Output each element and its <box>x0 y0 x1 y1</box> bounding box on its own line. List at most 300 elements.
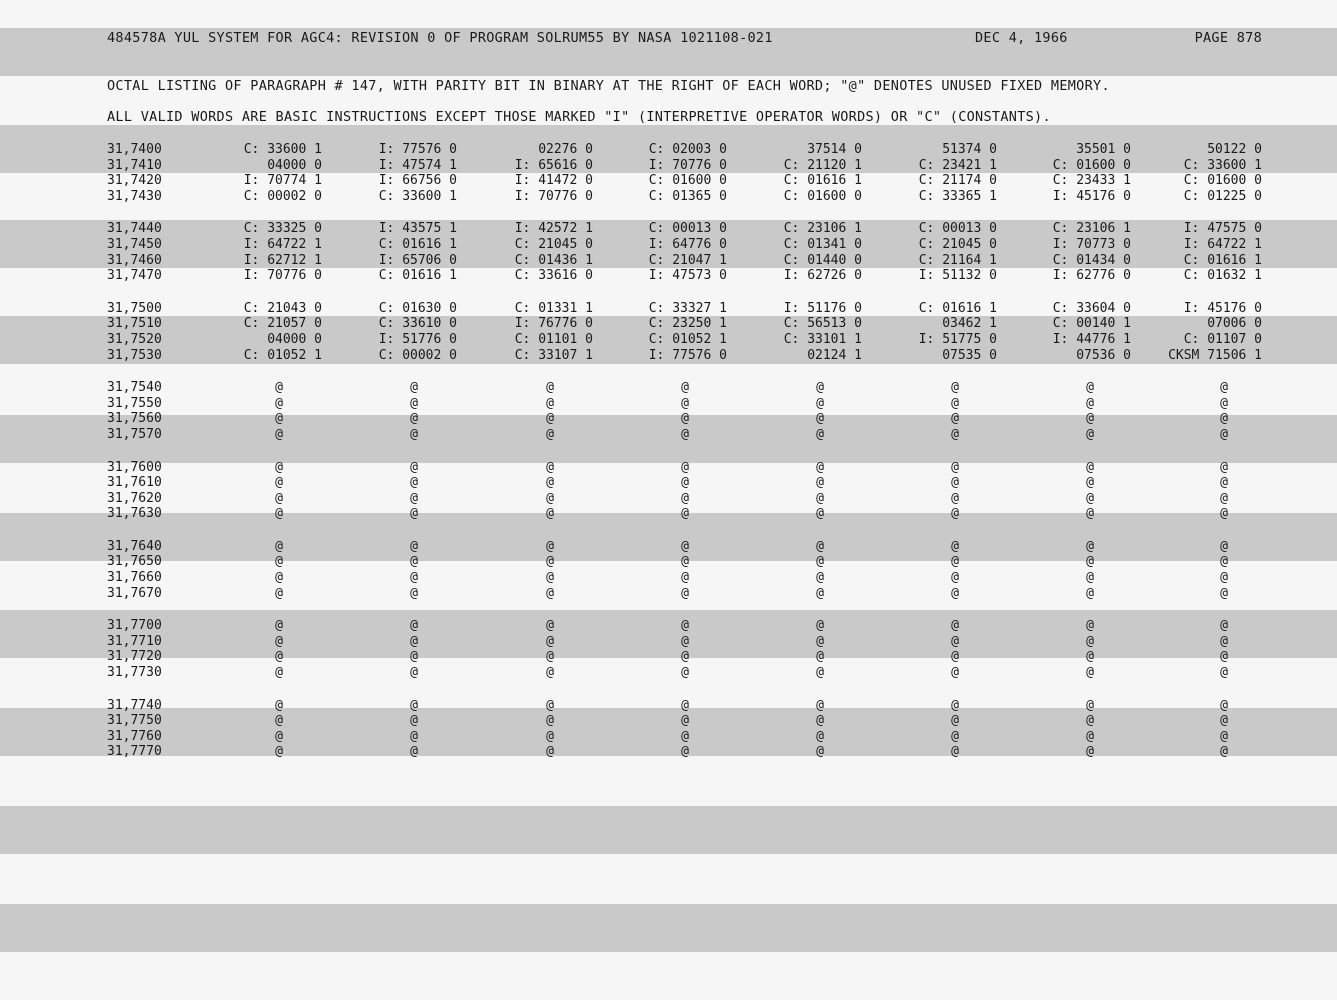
unused-memory-marker: @ <box>1220 380 1228 396</box>
listing-row <box>0 475 1337 491</box>
unused-memory-marker: @ <box>816 665 824 681</box>
unused-memory-marker: @ <box>951 426 959 442</box>
memory-address: 31,7460 <box>107 252 162 268</box>
listing-row <box>0 316 1337 332</box>
listing-row <box>0 554 1337 570</box>
listing-row <box>0 173 1337 189</box>
octal-word: 07535 0 <box>942 347 997 363</box>
unused-memory-marker: @ <box>1220 426 1228 442</box>
unused-memory-marker: @ <box>1086 395 1094 411</box>
listing-note: ALL VALID WORDS ARE BASIC INSTRUCTIONS EXCEPT THOSE MARKED "I" (INTERPRETIVE OPERATOR WORDS) OR "C" (CONSTANTS). <box>107 109 1051 125</box>
octal-word: C: 01616 1 <box>783 173 862 189</box>
listing-row <box>0 348 1337 364</box>
memory-address: 31,7420 <box>107 173 162 189</box>
octal-word: I: 51775 0 <box>918 331 997 347</box>
memory-address: 31,7770 <box>107 744 162 760</box>
listing-block <box>0 221 1337 283</box>
octal-word: C: 33107 1 <box>514 347 593 363</box>
unused-memory-marker: @ <box>1220 506 1228 522</box>
unused-memory-marker: @ <box>816 744 824 760</box>
unused-memory-marker: @ <box>410 713 418 729</box>
unused-memory-marker: @ <box>410 459 418 475</box>
octal-word: I: 70776 0 <box>243 268 322 284</box>
unused-memory-marker: @ <box>816 633 824 649</box>
unused-memory-marker: @ <box>816 713 824 729</box>
octal-word: I: 41472 0 <box>514 173 593 189</box>
unused-memory-marker: @ <box>681 475 689 491</box>
unused-memory-marker: @ <box>546 426 554 442</box>
octal-word: C: 21164 1 <box>918 252 997 268</box>
listing-row <box>0 506 1337 522</box>
unused-memory-marker: @ <box>1086 728 1094 744</box>
unused-memory-marker: @ <box>1220 490 1228 506</box>
listing-row <box>0 268 1337 284</box>
unused-memory-marker: @ <box>410 728 418 744</box>
octal-word: I: 47573 0 <box>648 268 727 284</box>
unused-memory-marker: @ <box>410 585 418 601</box>
memory-address: 31,7500 <box>107 300 162 316</box>
unused-memory-marker: @ <box>951 475 959 491</box>
listing-row <box>0 253 1337 269</box>
unused-memory-marker: @ <box>1220 475 1228 491</box>
listing-row <box>0 665 1337 681</box>
unused-memory-marker: @ <box>1086 618 1094 634</box>
listing-row <box>0 301 1337 317</box>
unused-memory-marker: @ <box>816 426 824 442</box>
unused-memory-marker: @ <box>275 490 283 506</box>
unused-memory-marker: @ <box>410 380 418 396</box>
octal-word: C: 00002 0 <box>243 188 322 204</box>
unused-memory-marker: @ <box>1086 426 1094 442</box>
unused-memory-marker: @ <box>816 459 824 475</box>
memory-address: 31,7610 <box>107 475 162 491</box>
octal-word: C: 01600 0 <box>1052 157 1131 173</box>
unused-memory-marker: @ <box>410 665 418 681</box>
octal-word: I: 70773 0 <box>1052 236 1131 252</box>
memory-address: 31,7730 <box>107 665 162 681</box>
memory-address: 31,7430 <box>107 188 162 204</box>
unused-memory-marker: @ <box>681 426 689 442</box>
octal-word: I: 43575 1 <box>378 221 457 237</box>
unused-memory-marker: @ <box>681 728 689 744</box>
octal-word: I: 42572 1 <box>514 221 593 237</box>
listing-row <box>0 427 1337 443</box>
unused-memory-marker: @ <box>410 633 418 649</box>
listing-row <box>0 570 1337 586</box>
unused-memory-marker: @ <box>1086 506 1094 522</box>
unused-memory-marker: @ <box>681 633 689 649</box>
listing-row <box>0 713 1337 729</box>
octal-word: I: 47575 0 <box>1183 221 1262 237</box>
unused-memory-marker: @ <box>1220 665 1228 681</box>
octal-word: C: 23106 1 <box>783 221 862 237</box>
unused-memory-marker: @ <box>546 649 554 665</box>
unused-memory-marker: @ <box>1086 538 1094 554</box>
unused-memory-marker: @ <box>275 649 283 665</box>
unused-memory-marker: @ <box>1220 744 1228 760</box>
memory-address: 31,7560 <box>107 411 162 427</box>
octal-word: I: 44776 1 <box>1052 331 1131 347</box>
octal-word: C: 01365 0 <box>648 188 727 204</box>
unused-memory-marker: @ <box>1086 633 1094 649</box>
octal-word: C: 02003 0 <box>648 142 727 157</box>
octal-word: C: 33325 0 <box>243 221 322 237</box>
octal-word: C: 01434 0 <box>1052 252 1131 268</box>
unused-memory-marker: @ <box>546 380 554 396</box>
unused-memory-marker: @ <box>275 728 283 744</box>
unused-memory-marker: @ <box>275 570 283 586</box>
unused-memory-marker: @ <box>275 475 283 491</box>
octal-word: C: 33327 1 <box>648 300 727 316</box>
unused-memory-marker: @ <box>951 633 959 649</box>
unused-memory-marker: @ <box>1220 649 1228 665</box>
unused-memory-marker: @ <box>1220 633 1228 649</box>
memory-address: 31,7530 <box>107 347 162 363</box>
octal-word: 51374 0 <box>942 142 997 157</box>
listing-note: OCTAL LISTING OF PARAGRAPH # 147, WITH PARITY BIT IN BINARY AT THE RIGHT OF EACH WORD; "@" DENOTES UNUSED FIXED MEMORY. <box>107 78 1110 94</box>
memory-address: 31,7520 <box>107 331 162 347</box>
octal-word: I: 45176 0 <box>1183 300 1262 316</box>
octal-word: I: 62712 1 <box>243 252 322 268</box>
listing-row <box>0 189 1337 205</box>
octal-word: 07006 0 <box>1207 316 1262 332</box>
listing-row <box>0 460 1337 476</box>
octal-word: 02276 0 <box>538 142 593 157</box>
octal-word: C: 01616 1 <box>1183 252 1262 268</box>
unused-memory-marker: @ <box>816 570 824 586</box>
unused-memory-marker: @ <box>681 713 689 729</box>
unused-memory-marker: @ <box>1086 649 1094 665</box>
octal-word: I: 51176 0 <box>783 300 862 316</box>
unused-memory-marker: @ <box>410 554 418 570</box>
unused-memory-marker: @ <box>275 665 283 681</box>
listing-row <box>0 396 1337 412</box>
listing-block <box>0 618 1337 680</box>
memory-address: 31,7640 <box>107 538 162 554</box>
octal-word: 37514 0 <box>807 142 862 157</box>
memory-address: 31,7570 <box>107 426 162 442</box>
listing-date: DEC 4, 1966 <box>975 30 1068 46</box>
octal-word: C: 33600 1 <box>1183 157 1262 173</box>
unused-memory-marker: @ <box>951 744 959 760</box>
unused-memory-marker: @ <box>410 475 418 491</box>
unused-memory-marker: @ <box>951 538 959 554</box>
unused-memory-marker: @ <box>546 554 554 570</box>
octal-word: C: 23250 1 <box>648 316 727 332</box>
unused-memory-marker: @ <box>951 728 959 744</box>
octal-word: I: 66756 0 <box>378 173 457 189</box>
octal-word: 07536 0 <box>1076 347 1131 363</box>
octal-word: I: 51132 0 <box>918 268 997 284</box>
unused-memory-marker: @ <box>1220 618 1228 634</box>
octal-word: 50122 0 <box>1207 142 1262 157</box>
paper-stripe <box>0 806 1337 854</box>
unused-memory-marker: @ <box>816 728 824 744</box>
octal-word: I: 47574 1 <box>378 157 457 173</box>
unused-memory-marker: @ <box>546 618 554 634</box>
octal-word: I: 62776 0 <box>1052 268 1131 284</box>
octal-word: 04000 0 <box>267 331 322 347</box>
octal-word: C: 21043 0 <box>243 300 322 316</box>
memory-address: 31,7660 <box>107 570 162 586</box>
listing-row <box>0 539 1337 555</box>
octal-word: C: 01052 1 <box>243 347 322 363</box>
unused-memory-marker: @ <box>1220 395 1228 411</box>
listing-row <box>0 221 1337 237</box>
listing-block <box>0 380 1337 442</box>
unused-memory-marker: @ <box>951 411 959 427</box>
octal-word: C: 00013 0 <box>918 221 997 237</box>
unused-memory-marker: @ <box>1086 570 1094 586</box>
unused-memory-marker: @ <box>816 395 824 411</box>
octal-word: I: 51776 0 <box>378 331 457 347</box>
octal-word: 04000 0 <box>267 157 322 173</box>
page-header <box>107 30 1262 50</box>
listing-row <box>0 634 1337 650</box>
listing-block <box>0 301 1337 363</box>
octal-word: C: 01600 0 <box>1183 173 1262 189</box>
octal-word: C: 01616 1 <box>378 268 457 284</box>
unused-memory-marker: @ <box>951 585 959 601</box>
listing-row <box>0 380 1337 396</box>
unused-memory-marker: @ <box>681 459 689 475</box>
unused-memory-marker: @ <box>1086 744 1094 760</box>
unused-memory-marker: @ <box>816 475 824 491</box>
memory-address: 31,7740 <box>107 697 162 713</box>
octal-word: C: 01600 0 <box>783 188 862 204</box>
unused-memory-marker: @ <box>816 618 824 634</box>
unused-memory-marker: @ <box>275 426 283 442</box>
octal-word: 02124 1 <box>807 347 862 363</box>
octal-word: C: 01630 0 <box>378 300 457 316</box>
unused-memory-marker: @ <box>1086 554 1094 570</box>
unused-memory-marker: @ <box>546 633 554 649</box>
listing-row <box>0 158 1337 174</box>
unused-memory-marker: @ <box>681 538 689 554</box>
octal-word: 03462 1 <box>942 316 997 332</box>
unused-memory-marker: @ <box>1086 411 1094 427</box>
octal-word: I: 64776 0 <box>648 236 727 252</box>
unused-memory-marker: @ <box>1086 459 1094 475</box>
unused-memory-marker: @ <box>1220 570 1228 586</box>
unused-memory-marker: @ <box>1220 411 1228 427</box>
listing-row <box>0 237 1337 253</box>
octal-word: I: 77576 0 <box>378 142 457 157</box>
memory-address: 31,7540 <box>107 380 162 396</box>
unused-memory-marker: @ <box>951 649 959 665</box>
unused-memory-marker: @ <box>1220 585 1228 601</box>
octal-word: C: 21057 0 <box>243 316 322 332</box>
memory-address: 31,7600 <box>107 459 162 475</box>
unused-memory-marker: @ <box>275 697 283 713</box>
memory-address: 31,7550 <box>107 395 162 411</box>
unused-memory-marker: @ <box>546 665 554 681</box>
memory-address: 31,7470 <box>107 268 162 284</box>
listing-block <box>0 539 1337 601</box>
unused-memory-marker: @ <box>410 618 418 634</box>
memory-address: 31,7750 <box>107 713 162 729</box>
unused-memory-marker: @ <box>1086 490 1094 506</box>
unused-memory-marker: @ <box>546 490 554 506</box>
listing-row <box>0 491 1337 507</box>
unused-memory-marker: @ <box>951 490 959 506</box>
unused-memory-marker: @ <box>275 713 283 729</box>
unused-memory-marker: @ <box>951 554 959 570</box>
unused-memory-marker: @ <box>681 570 689 586</box>
octal-listing <box>0 142 1337 777</box>
octal-word: I: 62726 0 <box>783 268 862 284</box>
unused-memory-marker: @ <box>681 618 689 634</box>
unused-memory-marker: @ <box>1086 585 1094 601</box>
unused-memory-marker: @ <box>275 538 283 554</box>
octal-word: C: 01440 0 <box>783 252 862 268</box>
unused-memory-marker: @ <box>681 380 689 396</box>
page-number: PAGE 878 <box>1194 30 1262 46</box>
octal-word: C: 21045 0 <box>514 236 593 252</box>
unused-memory-marker: @ <box>1086 665 1094 681</box>
octal-word: C: 01600 0 <box>648 173 727 189</box>
unused-memory-marker: @ <box>546 728 554 744</box>
octal-word: I: 77576 0 <box>648 347 727 363</box>
unused-memory-marker: @ <box>951 713 959 729</box>
unused-memory-marker: @ <box>681 649 689 665</box>
unused-memory-marker: @ <box>410 506 418 522</box>
unused-memory-marker: @ <box>546 411 554 427</box>
listing-row <box>0 649 1337 665</box>
unused-memory-marker: @ <box>1220 728 1228 744</box>
unused-memory-marker: @ <box>410 649 418 665</box>
unused-memory-marker: @ <box>951 665 959 681</box>
memory-address: 31,7650 <box>107 554 162 570</box>
unused-memory-marker: @ <box>546 538 554 554</box>
octal-word: C: 01632 1 <box>1183 268 1262 284</box>
unused-memory-marker: @ <box>1220 459 1228 475</box>
unused-memory-marker: @ <box>951 459 959 475</box>
unused-memory-marker: @ <box>275 554 283 570</box>
unused-memory-marker: @ <box>410 395 418 411</box>
unused-memory-marker: @ <box>410 570 418 586</box>
unused-memory-marker: @ <box>275 411 283 427</box>
unused-memory-marker: @ <box>275 459 283 475</box>
paper-stripe <box>0 904 1337 952</box>
unused-memory-marker: @ <box>951 697 959 713</box>
unused-memory-marker: @ <box>275 618 283 634</box>
listing-title: 484578A YUL SYSTEM FOR AGC4: REVISION 0 OF PROGRAM SOLRUM55 BY NASA 1021108-021 <box>107 30 773 46</box>
octal-word: I: 65706 0 <box>378 252 457 268</box>
unused-memory-marker: @ <box>546 570 554 586</box>
unused-memory-marker: @ <box>1086 380 1094 396</box>
octal-word: C: 33600 1 <box>243 142 322 157</box>
memory-address: 31,7400 <box>107 142 162 157</box>
memory-address: 31,7760 <box>107 728 162 744</box>
listing-row <box>0 729 1337 745</box>
unused-memory-marker: @ <box>275 744 283 760</box>
octal-word: C: 01101 0 <box>514 331 593 347</box>
unused-memory-marker: @ <box>1086 475 1094 491</box>
unused-memory-marker: @ <box>410 411 418 427</box>
octal-word: C: 21120 1 <box>783 157 862 173</box>
octal-word: C: 23106 1 <box>1052 221 1131 237</box>
unused-memory-marker: @ <box>275 633 283 649</box>
octal-word: C: 33600 1 <box>378 188 457 204</box>
unused-memory-marker: @ <box>681 665 689 681</box>
unused-memory-marker: @ <box>681 411 689 427</box>
unused-memory-marker: @ <box>410 697 418 713</box>
listing-row <box>0 411 1337 427</box>
listing-row <box>0 586 1337 602</box>
unused-memory-marker: @ <box>546 713 554 729</box>
octal-word: C: 23421 1 <box>918 157 997 173</box>
octal-word: I: 70776 0 <box>514 188 593 204</box>
octal-word: C: 01341 0 <box>783 236 862 252</box>
memory-address: 31,7630 <box>107 506 162 522</box>
unused-memory-marker: @ <box>951 618 959 634</box>
octal-word: I: 45176 0 <box>1052 188 1131 204</box>
unused-memory-marker: @ <box>1086 697 1094 713</box>
unused-memory-marker: @ <box>816 380 824 396</box>
unused-memory-marker: @ <box>410 490 418 506</box>
unused-memory-marker: @ <box>681 506 689 522</box>
unused-memory-marker: @ <box>816 697 824 713</box>
unused-memory-marker: @ <box>816 490 824 506</box>
listing-block <box>0 698 1337 760</box>
octal-word: I: 70776 0 <box>648 157 727 173</box>
listing-row <box>0 744 1337 760</box>
octal-word: I: 70774 1 <box>243 173 322 189</box>
octal-word: C: 01331 1 <box>514 300 593 316</box>
unused-memory-marker: @ <box>816 411 824 427</box>
unused-memory-marker: @ <box>275 585 283 601</box>
octal-word: C: 33604 0 <box>1052 300 1131 316</box>
octal-word: C: 21045 0 <box>918 236 997 252</box>
octal-word: I: 64722 1 <box>1183 236 1262 252</box>
octal-word: C: 01616 1 <box>378 236 457 252</box>
unused-memory-marker: @ <box>681 490 689 506</box>
unused-memory-marker: @ <box>816 506 824 522</box>
unused-memory-marker: @ <box>816 585 824 601</box>
octal-word: C: 00013 0 <box>648 221 727 237</box>
listing-row <box>0 332 1337 348</box>
memory-address: 31,7510 <box>107 316 162 332</box>
unused-memory-marker: @ <box>546 475 554 491</box>
listing-row <box>0 142 1337 158</box>
listing-block <box>0 142 1337 204</box>
memory-address: 31,7670 <box>107 585 162 601</box>
unused-memory-marker: @ <box>546 459 554 475</box>
unused-memory-marker: @ <box>951 506 959 522</box>
unused-memory-marker: @ <box>816 649 824 665</box>
unused-memory-marker: @ <box>951 380 959 396</box>
unused-memory-marker: @ <box>546 744 554 760</box>
octal-word: C: 01436 1 <box>514 252 593 268</box>
unused-memory-marker: @ <box>681 554 689 570</box>
unused-memory-marker: @ <box>546 395 554 411</box>
octal-word: C: 01052 1 <box>648 331 727 347</box>
unused-memory-marker: @ <box>1086 713 1094 729</box>
octal-word: C: 01107 0 <box>1183 331 1262 347</box>
unused-memory-marker: @ <box>1220 538 1228 554</box>
memory-address: 31,7720 <box>107 649 162 665</box>
unused-memory-marker: @ <box>546 506 554 522</box>
unused-memory-marker: @ <box>275 380 283 396</box>
memory-address: 31,7700 <box>107 618 162 634</box>
unused-memory-marker: @ <box>951 395 959 411</box>
octal-word: C: 01616 1 <box>918 300 997 316</box>
octal-word: C: 21174 0 <box>918 173 997 189</box>
listing-row <box>0 618 1337 634</box>
octal-word: C: 56513 0 <box>783 316 862 332</box>
unused-memory-marker: @ <box>816 538 824 554</box>
